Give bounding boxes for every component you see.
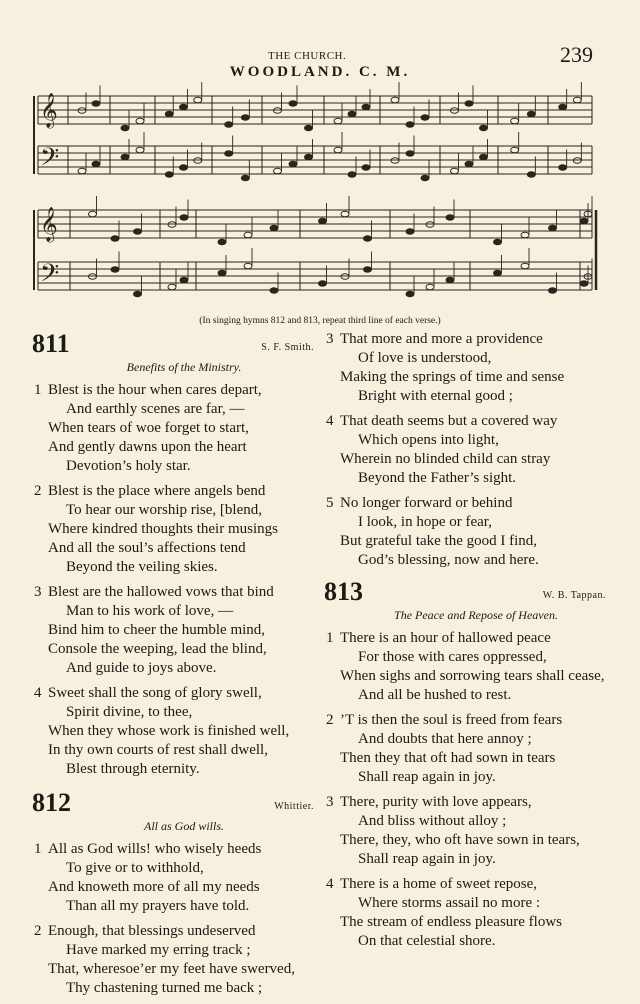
note-head bbox=[391, 158, 399, 164]
note-head bbox=[406, 229, 414, 235]
verse-line: Of love is understood, bbox=[358, 350, 492, 366]
verse-line: Blest through eternity. bbox=[66, 761, 200, 777]
note-head bbox=[521, 232, 529, 238]
note-head bbox=[78, 168, 86, 174]
note-head bbox=[194, 158, 202, 164]
note-head bbox=[446, 215, 454, 221]
verse-line: Shall reap again in joy. bbox=[358, 851, 496, 867]
verse-line: Where kindred thoughts their musings bbox=[48, 521, 278, 537]
verse-line: Which opens into light, bbox=[358, 432, 499, 448]
note-head bbox=[421, 175, 429, 181]
verse-line: Beyond the Father’s sight. bbox=[358, 470, 517, 486]
verse-line: 4 That death seems but a covered way bbox=[326, 413, 558, 429]
note-head bbox=[451, 108, 459, 114]
note-head bbox=[319, 218, 327, 224]
verse-line: To give or to withhold, bbox=[66, 860, 204, 876]
note-head bbox=[319, 281, 327, 287]
stanza-number: 2 bbox=[326, 712, 334, 728]
right-column bbox=[316, 330, 606, 957]
note-head bbox=[465, 101, 473, 107]
hymn-subject: All as God wills. bbox=[143, 819, 224, 833]
note-head bbox=[549, 288, 557, 294]
hymn-subject: Benefits of the Ministry. bbox=[126, 360, 242, 374]
note-head bbox=[241, 175, 249, 181]
note-head bbox=[364, 267, 372, 273]
note-head bbox=[92, 161, 100, 167]
stanza-list bbox=[316, 629, 606, 951]
hymn-number: 813 bbox=[324, 577, 363, 606]
note-head bbox=[480, 125, 488, 131]
note-head bbox=[289, 161, 297, 167]
verse-line: Beyond the veiling skies. bbox=[66, 559, 218, 575]
verse-line: 2 Blest is the place where angels bend bbox=[34, 483, 266, 499]
note-head bbox=[218, 239, 226, 245]
note-head bbox=[241, 115, 249, 121]
note-head bbox=[274, 108, 282, 114]
note-head bbox=[406, 291, 414, 297]
bass-clef-icon: 𝄢 bbox=[40, 259, 60, 294]
note-head bbox=[494, 270, 502, 276]
stanza bbox=[24, 381, 314, 476]
note-head bbox=[111, 236, 119, 242]
verse-line: In thy own courts of rest shall dwell, bbox=[48, 742, 268, 758]
page-number: 239 bbox=[560, 42, 593, 67]
note-head bbox=[426, 284, 434, 290]
verse-line: And bliss without alloy ; bbox=[358, 813, 507, 829]
verse-line: And all be hushed to rest. bbox=[358, 687, 512, 703]
stanza-number: 3 bbox=[326, 794, 334, 810]
note-head bbox=[511, 118, 519, 124]
verse-line: For those with cares oppressed, bbox=[358, 649, 547, 665]
stanza-number: 2 bbox=[34, 483, 42, 499]
note-head bbox=[218, 270, 226, 276]
note-head bbox=[274, 168, 282, 174]
verse-line: When tears of woe forget to start, bbox=[48, 420, 249, 436]
note-head bbox=[180, 165, 188, 171]
note-head bbox=[225, 151, 233, 157]
note-head bbox=[391, 97, 399, 103]
note-head bbox=[511, 147, 519, 153]
stanza bbox=[24, 840, 314, 916]
verse-line: Thy chastening turned me back ; bbox=[66, 980, 263, 996]
note-head bbox=[559, 165, 567, 171]
note-head bbox=[180, 104, 188, 110]
verse-line: Console the weeping, lead the blind, bbox=[48, 641, 267, 657]
note-head bbox=[121, 154, 129, 160]
stanza-number: 3 bbox=[34, 584, 42, 600]
verse-line: 3 There, purity with love appears, bbox=[326, 794, 532, 810]
stanza bbox=[316, 494, 606, 570]
stanza-number: 2 bbox=[34, 923, 42, 939]
verse-line: Devotion’s holy star. bbox=[66, 458, 191, 474]
note-head bbox=[244, 232, 252, 238]
verse-line: Bind him to cheer the humble mind, bbox=[48, 622, 266, 638]
hymn-811 bbox=[24, 330, 314, 779]
note-head bbox=[194, 97, 202, 103]
stanza bbox=[24, 482, 314, 577]
note-head bbox=[180, 277, 188, 283]
stanza-list bbox=[24, 840, 314, 998]
note-head bbox=[348, 172, 356, 178]
verse-line: Than all my prayers have told. bbox=[66, 898, 250, 914]
note-head bbox=[270, 288, 278, 294]
hymn-number: 811 bbox=[32, 329, 70, 358]
hymn-subject: The Peace and Repose of Heaven. bbox=[394, 608, 558, 622]
hymn-number: 812 bbox=[32, 788, 71, 817]
stanza bbox=[316, 629, 606, 705]
verse-line: On that celestial shore. bbox=[358, 933, 496, 949]
verse-line: And doubts that here annoy ; bbox=[358, 731, 532, 747]
note-head bbox=[89, 211, 97, 217]
tune-title: WOODLAND. C. M. bbox=[229, 64, 411, 80]
verse-line: When sighs and sorrowing tears shall cease, bbox=[340, 668, 605, 684]
running-head: THE CHURCH. bbox=[268, 50, 347, 62]
stanza-number: 5 bbox=[326, 495, 334, 511]
note-head bbox=[406, 151, 414, 157]
verse-line: And knoweth more of all my needs bbox=[48, 879, 260, 895]
music-score bbox=[0, 0, 640, 316]
note-head bbox=[134, 229, 142, 235]
stanza bbox=[316, 793, 606, 869]
note-head bbox=[92, 101, 100, 107]
note-head bbox=[364, 236, 372, 242]
note-head bbox=[334, 118, 342, 124]
stanza-number: 1 bbox=[34, 841, 42, 857]
note-head bbox=[527, 172, 535, 178]
note-head bbox=[451, 168, 459, 174]
verse-line: Bright with eternal good ; bbox=[358, 388, 513, 404]
stanza-number: 1 bbox=[326, 630, 334, 646]
verse-line: 2 ’T is then the soul is freed from fears bbox=[326, 712, 563, 728]
note-head bbox=[225, 122, 233, 128]
verse-line: Shall reap again in joy. bbox=[358, 769, 496, 785]
verse-line: God’s blessing, now and here. bbox=[358, 552, 539, 568]
stanza-number: 4 bbox=[326, 413, 334, 429]
verse-line: 4 There is a home of sweet repose, bbox=[326, 876, 538, 892]
verse-line: There, they, who oft have sown in tears, bbox=[340, 832, 580, 848]
verse-line: Man to his work of love, — bbox=[66, 603, 234, 619]
stanza bbox=[316, 412, 606, 488]
note-head bbox=[136, 147, 144, 153]
verse-line: Wherein no blinded child can stray bbox=[340, 451, 551, 467]
verse-line: Then they that oft had sown in tears bbox=[340, 750, 556, 766]
note-head bbox=[244, 263, 252, 269]
note-head bbox=[549, 225, 557, 231]
note-head bbox=[362, 104, 370, 110]
note-head bbox=[168, 284, 176, 290]
note-head bbox=[426, 222, 434, 228]
stanza bbox=[316, 875, 606, 951]
note-head bbox=[121, 125, 129, 131]
verse-line: 5 No longer forward or behind bbox=[326, 495, 513, 511]
verse-line: 3 That more and more a providence bbox=[326, 331, 543, 347]
verse-line: 1 There is an hour of hallowed peace bbox=[326, 630, 551, 646]
note-head bbox=[334, 147, 342, 153]
verse-line: The stream of endless pleasure flows bbox=[340, 914, 563, 930]
stanza-number: 4 bbox=[34, 685, 42, 701]
note-head bbox=[136, 118, 144, 124]
verse-line: 1 Blest is the hour when cares depart, bbox=[34, 382, 262, 398]
verse-line: 4 Sweet shall the song of glory swell, bbox=[34, 685, 262, 701]
note-head bbox=[168, 222, 176, 228]
left-column bbox=[24, 330, 314, 1004]
note-head bbox=[341, 211, 349, 217]
verse-line: 1 All as God wills! who wisely heeds bbox=[34, 841, 262, 857]
note-head bbox=[341, 274, 349, 280]
verse-line: And gently dawns upon the heart bbox=[48, 439, 247, 455]
bass-clef-icon: 𝄢 bbox=[40, 143, 60, 178]
hymn-author: S. F. Smith. bbox=[261, 342, 314, 353]
stanza bbox=[316, 711, 606, 787]
verse-line: And earthly scenes are far, — bbox=[66, 401, 245, 417]
note-head bbox=[494, 239, 502, 245]
hymn-author: Whittier. bbox=[274, 801, 314, 812]
hymn-author: W. B. Tappan. bbox=[542, 590, 606, 601]
stanza-list bbox=[316, 330, 606, 570]
note-head bbox=[406, 122, 414, 128]
verse-line: Have marked my erring track ; bbox=[66, 942, 251, 958]
note-head bbox=[580, 218, 588, 224]
stanza bbox=[24, 583, 314, 678]
verse-line: But grateful take the good I find, bbox=[340, 533, 538, 549]
note-head bbox=[305, 154, 313, 160]
verse-line: Making the springs of time and sense bbox=[340, 369, 565, 385]
verse-line: To hear our worship rise, [blend, bbox=[66, 502, 262, 518]
note-head bbox=[270, 225, 278, 231]
hymn-813 bbox=[316, 578, 606, 951]
verse-line: When they whose work is finished well, bbox=[48, 723, 290, 739]
stanza bbox=[316, 330, 606, 406]
note-head bbox=[446, 277, 454, 283]
stanza-number: 4 bbox=[326, 876, 334, 892]
stanza bbox=[24, 922, 314, 998]
verse-line: I look, in hope or fear, bbox=[358, 514, 492, 530]
verse-line: Spirit divine, to thee, bbox=[66, 704, 193, 720]
verse-line: Where storms assail no more : bbox=[358, 895, 541, 911]
treble-clef-icon: 𝄞 bbox=[40, 93, 58, 128]
stanza-list bbox=[24, 381, 314, 779]
note-head bbox=[580, 281, 588, 287]
verse-line: 2 Enough, that blessings undeserved bbox=[34, 923, 256, 939]
note-head bbox=[180, 215, 188, 221]
note-head bbox=[134, 291, 142, 297]
note-head bbox=[521, 263, 529, 269]
verse-line: And all the soul’s affections tend bbox=[48, 540, 246, 556]
stanza bbox=[24, 684, 314, 779]
note-head bbox=[89, 274, 97, 280]
music-note: (In singing hymns 812 and 813, repeat third line of each verse.) bbox=[199, 316, 441, 326]
note-head bbox=[165, 111, 173, 117]
note-head bbox=[421, 115, 429, 121]
note-head bbox=[289, 101, 297, 107]
note-head bbox=[305, 125, 313, 131]
hymn-812 bbox=[24, 789, 314, 998]
note-head bbox=[527, 111, 535, 117]
verse-line: And guide to joys above. bbox=[66, 660, 217, 676]
note-head bbox=[111, 267, 119, 273]
verse-line: 3 Blest are the hallowed vows that bind bbox=[34, 584, 274, 600]
note-head bbox=[362, 165, 370, 171]
note-head bbox=[465, 161, 473, 167]
note-head bbox=[573, 97, 581, 103]
note-head bbox=[559, 104, 567, 110]
stanza-number: 3 bbox=[326, 331, 334, 347]
verse-line: That, wheresoe’er my feet have swerved, bbox=[48, 961, 295, 977]
note-head bbox=[480, 154, 488, 160]
note-head bbox=[348, 111, 356, 117]
stanza-number: 1 bbox=[34, 382, 42, 398]
note-head bbox=[165, 172, 173, 178]
note-head bbox=[78, 108, 86, 114]
treble-clef-icon: 𝄞 bbox=[40, 207, 58, 242]
note-head bbox=[573, 158, 581, 164]
